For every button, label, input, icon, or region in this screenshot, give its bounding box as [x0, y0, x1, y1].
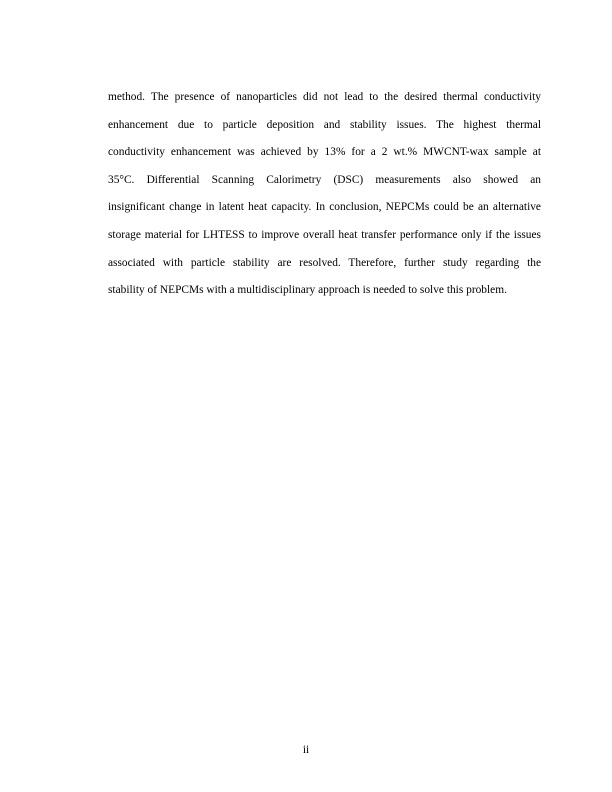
paragraph-line: insignificant change in latent heat capacity. In conclusion, NEPCMs could be an alternative	[108, 201, 541, 214]
paragraph-line: storage material for LHTESS to improve overall heat transfer performance only if the issues	[108, 228, 541, 241]
paragraph-line: method. The presence of nanoparticles did not lead to the desired thermal conductivity	[108, 91, 541, 103]
paragraph-line: conductivity enhancement was achieved by 13% for a 2 wt.% MWCNT-wax sample at	[108, 146, 541, 159]
paragraph-line: 35°C. Differential Scanning Calorimetry (DSC) measurements also showed an	[108, 173, 541, 186]
paragraph-line: associated with particle stability are resolved. Therefore, further study regarding the	[108, 256, 541, 269]
paragraph-line: enhancement due to particle deposition and stability issues. The highest thermal	[108, 118, 541, 131]
paragraph-line: stability of NEPCMs with a multidisciplinary approach is needed to solve this problem.	[108, 284, 507, 297]
page-number: ii	[302, 744, 310, 756]
abstract-paragraph	[108, 84, 541, 305]
